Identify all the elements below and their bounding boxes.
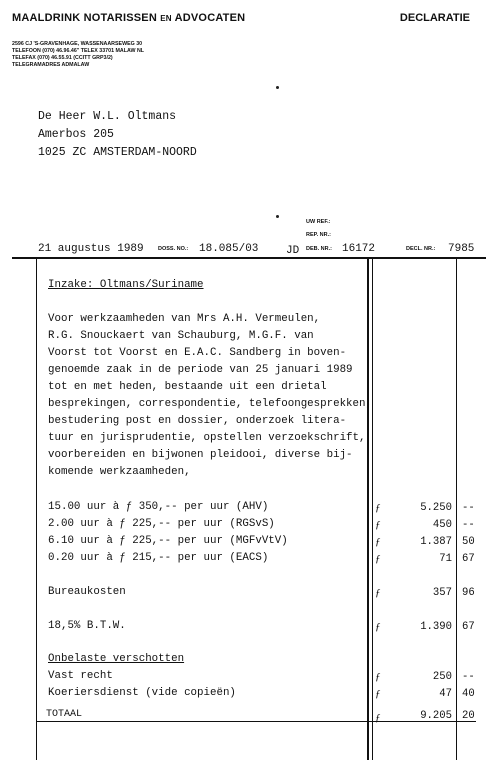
description-line: Voor werkzaamheden van Mrs A.H. Vermeulen, xyxy=(48,313,321,325)
guilder-sign: ƒ xyxy=(375,536,381,548)
vat-amount: 1.390 xyxy=(420,621,452,633)
doss-number: 18.085/03 xyxy=(199,243,259,255)
untaxed-expenses-header: Onbelaste verschotten xyxy=(48,653,185,665)
address-line: 2596 CJ 'S-GRAVENHAGE, WASSENAARSEWEG 30 xyxy=(12,41,143,47)
hours-line: 15.00 uur à ƒ 350,-- per uur (AHV) xyxy=(48,501,269,513)
decl-label: DECL. NR.: xyxy=(406,246,436,252)
guilder-sign: ƒ xyxy=(375,519,381,531)
recipient-city: 1025 ZC AMSTERDAM-NOORD xyxy=(38,146,197,159)
description-line: besprekingen, correspondentie, telefoongesprekken, xyxy=(48,398,372,410)
expense-cents: 40 xyxy=(462,688,475,700)
header-rule xyxy=(12,257,486,259)
expense-cents: -- xyxy=(462,671,475,683)
expense-amount: 47 xyxy=(439,688,452,700)
description-line: genoemde zaak in de periode van 25 januari 1989 xyxy=(48,364,353,376)
deb-number: 16172 xyxy=(342,243,376,255)
hours-cents: 50 xyxy=(462,536,475,548)
hours-cents: 67 xyxy=(462,553,475,565)
description-line: voorbereiden en bijwonen pleidooi, diverse bij- xyxy=(48,449,353,461)
hours-amount: 71 xyxy=(439,553,452,565)
deb-nr-label: DEB. NR.: xyxy=(306,246,332,252)
speck-mark xyxy=(276,86,279,89)
hours-cents: -- xyxy=(462,519,475,531)
telegram-line: TELEGRAMADRES ADMALAW xyxy=(12,62,90,68)
hours-amount: 5.250 xyxy=(420,502,452,514)
cents-column-divider xyxy=(456,258,457,760)
expense-amount: 250 xyxy=(432,671,452,683)
total-amount: 9.205 xyxy=(420,710,452,722)
office-costs-cents: 96 xyxy=(462,587,475,599)
guilder-sign: ƒ xyxy=(375,553,381,565)
invoice-date: 21 augustus 1989 xyxy=(38,243,144,255)
hours-line: 6.10 uur à ƒ 225,-- per uur (MGFvVtV) xyxy=(48,535,288,547)
table-left-border xyxy=(36,258,37,760)
description-line: Voorst tot Voorst en E.A.C. Sandberg in boven- xyxy=(48,347,347,359)
phone-line: TELEFOON (070) 46.96.46" TELEX 33701 MALAW NL xyxy=(12,48,145,54)
guilder-sign: ƒ xyxy=(375,688,381,700)
firm-name xyxy=(12,12,245,24)
guilder-sign: ƒ xyxy=(375,502,381,514)
description-line: R.G. Snouckaert van Schauburg, M.G.F. van xyxy=(48,330,314,342)
uw-ref-label: UW REF.: xyxy=(306,219,331,225)
guilder-sign: ƒ xyxy=(375,671,381,683)
office-costs-label: Bureaukosten xyxy=(48,586,126,598)
vat-label: 18,5% B.T.W. xyxy=(48,620,126,632)
guilder-sign: ƒ xyxy=(375,621,381,633)
rep-nr-label: REP. NR.: xyxy=(306,232,331,238)
hours-cents: -- xyxy=(462,502,475,514)
firm-name-en: EN xyxy=(160,14,172,23)
description-line: tuur en jurisprudentie, opstellen verzoekschrift, xyxy=(48,432,366,444)
firm-name-main: MAALDRINK NOTARISSEN xyxy=(12,12,157,24)
vat-cents: 67 xyxy=(462,621,475,633)
hours-amount: 1.387 xyxy=(420,536,452,548)
firm-name-end: ADVOCATEN xyxy=(174,12,246,24)
hours-amount: 450 xyxy=(432,519,452,531)
subject-line: Inzake: Oltmans/Suriname xyxy=(48,279,204,291)
speck-mark xyxy=(276,215,279,218)
office-costs-amount: 357 xyxy=(432,587,452,599)
recipient-street: Amerbos 205 xyxy=(38,128,114,141)
hours-line: 2.00 uur à ƒ 225,-- per uur (RGSvS) xyxy=(48,518,275,530)
expense-line: Vast recht xyxy=(48,670,113,682)
hours-line: 0.20 uur à ƒ 215,-- per uur (EACS) xyxy=(48,552,269,564)
total-label: TOTAAL xyxy=(46,709,83,720)
guilder-sign: ƒ xyxy=(375,712,381,724)
table-column-divider xyxy=(367,258,369,760)
guilder-sign: ƒ xyxy=(375,587,381,599)
doss-label: DOSS. NO.: xyxy=(158,246,189,252)
expense-line: Koeriersdienst (vide copieën) xyxy=(48,687,236,699)
description-line: komende werkzaamheden, xyxy=(48,466,191,478)
description-line: bestudering post en dossier, onderzoek litera- xyxy=(48,415,347,427)
fax-line: TELEFAX (070) 46.55.91 (CCITT GRP3/2) xyxy=(12,55,113,61)
decl-number: 7985 xyxy=(448,243,475,255)
total-cents: 20 xyxy=(462,710,475,722)
initials: JD xyxy=(286,245,300,257)
recipient-name: De Heer W.L. Oltmans xyxy=(38,110,177,123)
document-type: DECLARATIE xyxy=(399,12,470,24)
description-line: tot en met heden, bestaande uit een drietal xyxy=(48,381,327,393)
